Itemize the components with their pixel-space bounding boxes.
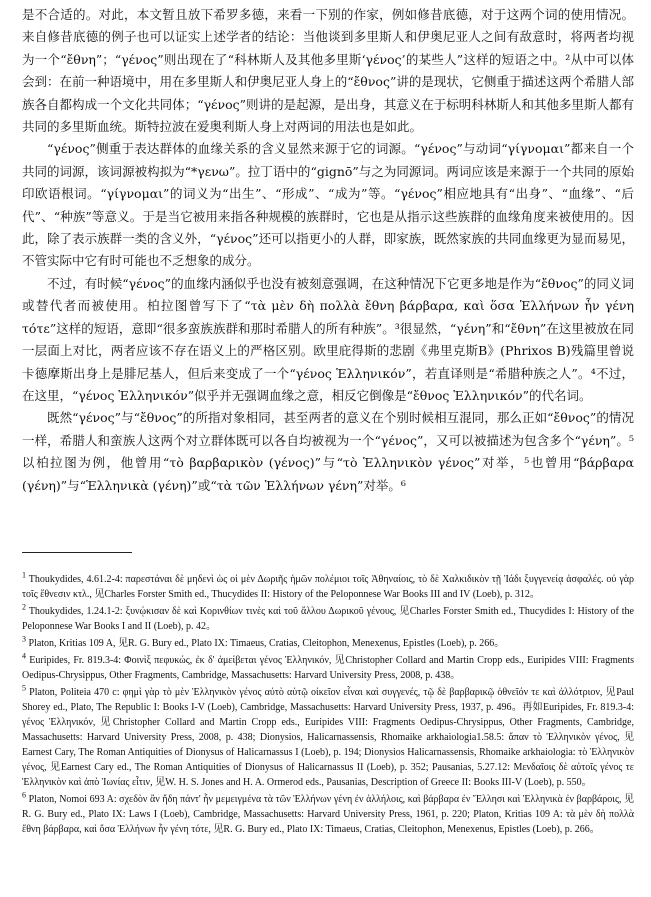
footnote-number: 2 [22, 602, 26, 612]
footnote-6 [22, 792, 634, 837]
footnote-number: 5 [22, 683, 26, 693]
footnote-5 [22, 685, 634, 790]
footnotes [22, 572, 634, 839]
paragraph-3: 不过，有时候“γένος”的血缘内涵似乎也没有被刻意强调，在这种情况下它更多地是作为“ἔθνος”的同义词或替代者而被使用。柏拉图曾写下了“τὰ μὲν δὴ πολλὰ ἔθνη βάρβαρα, καὶ ὅσα Ἑλλήνων ἦν γένη τότε”这样的短语，意即“很多蛮族族群和那时希腊人的所有种族”。³很显然，“γένη”和“ἔθνη”在这里被放在同一层面上对比，两者应该不存在语义上的严格区别。欧里庇得斯的悲剧《弗里克斯B》(Phrixos B)残篇里曾说卡德摩斯出身上是腓尼基人，但后来变成了一个“γένος Ἑλληνικόν”，若直译则是“希腊种族之人”。⁴不过，在这里，“γένος Ἑλληνικόν”似乎并无强调血缘之意，相反它倒像是“ἔθνος Ἑλληνικόν”的代名词。 [22, 275, 634, 403]
footnote-2 [22, 604, 634, 634]
footnote-number: 4 [22, 651, 26, 661]
footnote-text: Euripides, Fr. 819.3-4: Φοινὶξ πεφυκώς, ἐκ δ' ἀμείβεται γένος Ἑλληνικόν, 见Christopher Collard and Martin Cropp eds., Euripides VIII: Fragments Oedipus-Chrysippus, Other Fragments, Cambridge, Massachusetts: Harvard University Press, 2008, p. 438。 [22, 655, 635, 681]
footnote-separator [22, 552, 132, 553]
footnote-number: 6 [22, 790, 26, 800]
footnote-number: 3 [22, 634, 26, 644]
footnote-4 [22, 653, 634, 683]
footnote-text: Thoukydides, 1.24.1-2: ξυνῴκισαν δὲ καὶ Κορινθίων τινὲς καὶ τοῦ ἄλλου Δωρικοῦ γένους, 见Charles Forster Smith ed., Thucydides I: History of the Peloponnese War Books I and II (Loeb), p. 42。 [22, 606, 634, 632]
paragraph-1: 是不合适的。对此，本文暂且放下希罗多德，来看一下别的作家，例如修昔底德，对于这两个词的使用情况。来自修昔底德的例子也可以证实上述学者的结论：当他谈到多里斯人和伊奥尼亚人之间有敌意时，将两者均视为一个“ἔθνη”；“γένος”则出现在了“科林斯人及其他多里斯‘γένος’的某些人”这样的短语之中。²从中可以体会到：在前一种语境中，用在多里斯人和伊奥尼亚人身上的“ἔθνος”讲的是现状，它侧重于描述这两个希腊人部族各自都构成一个文化共同体；“γένος”则讲的是起源，是出身，其意义在于标明科林斯人和其他多里斯人都有共同的多里斯血统。斯特拉波在爱奥利斯人身上对两词的用法也是如此。 [22, 7, 634, 135]
footnote-3 [22, 636, 634, 651]
footnote-text: Platon, Politeia 470 c: φημὶ γὰρ τὸ μὲν Ἑλληνικὸν γένος αὐτὸ αὑτῷ οἰκεῖον εἶναι καὶ συγγενές, τῷ δὲ βαρβαρικῷ ὀθνεῖόν τε καὶ ἀλλότριον, 见Paul Shorey ed., Plato, The Republic I: Books I-V (Loeb), Cambridge, Massachusetts: Harvard University Press, 1937, p. 496。再如Euripides, Fr. 819.3-4: γένος Ἑλληνικόν, 见Christopher Collard and Martin Cropp eds., Euripides VIII: Fragments Oedipus-Chrysippus, Other Fragments, Cambridge, Massachusetts: Harvard University Press, 2008, p. 438; Dionysios, Halicarnassensis, Rhomaike arkhaiologia1.58.5: ἅπαν τὸ Ἑλληνικὸν γένος, 见Earnest Cary, The Roman Antiquities of Dionysus of Halicarnassus I (Loeb), p. 194; Dionysios Halicarnassensis, Rhomaike arkhaiologia: τὸ Ἑλληνικὸν γένος, 见Earnest Cary ed., The Roman Antiquities of Dionysus of Halicarnassus II (Loeb), p. 352; Pausanias, 5.27.12: Μενδαῖοις δὲ αὐτοῖς γένος τε Ἑλληνικὸν καὶ ἀπὸ Ἰωνίας εἶτιν, 见W. H. S. Jones and H. A. Ormerod eds., Pausanias, Description of Greece II: Books III-V (Loeb), p. 550。 [22, 687, 634, 788]
body-text [22, 4, 634, 497]
footnote-text: Platon, Nomoi 693 A: σχεδὸν ἂν ἤδη πάντ' ἦν μεμειγμένα τὰ τῶν Ἑλλήνων γένη ἐν ἀλλήλοις, καὶ βάρβαρα ἐν Ἕλλησι καὶ Ἑλληνικὰ ἐν βαρβάροις, 见R. G. Bury ed., Plato IX: Laws I (Loeb), Cambridge, Massachusetts: Harvard University Press, 1961, p. 220; Platon, Kritias 109 A: τὰ μὲν δὴ πολλὰ ἔθνη βάρβαρα, καὶ ὅσα Ἑλλήνων ἦν γένη τότε, 见R. G. Bury ed., Plato IX: Timaeus, Cratias, Cleitophon, Menexenus, Epistles (Loeb), p. 266。 [22, 794, 634, 835]
footnote-text: Platon, Kritias 109 A, 见R. G. Bury ed., Plato IX: Timaeus, Cratias, Cleitophon, Menexenus, Epistles (Loeb), p. 266。 [28, 638, 505, 649]
footnote-number: 1 [22, 570, 26, 580]
footnote-1 [22, 572, 634, 602]
paragraph-4: 既然“γένος”与“ἔθνος”的所指对象相同，甚至两者的意义在个别时候相互混同，那么正如“ἔθνος”的情况一样，希腊人和蛮族人这两个对立群体既可以各自均被视为一个“γένος”，又可以被描述为包含多个“γένη”。⁵以柏拉图为例，他曾用“τὸ βαρβαρικὸν (γένος)”与“τὸ Ἑλληνικὸν γένος”对举，⁵也曾用“βάρβαρα (γένη)”与“Ἑλληνικὰ (γένη)”或“τὰ τῶν Ἑλλήνων γένη”对举。⁶ [22, 410, 634, 493]
paragraph-2: “γένος”侧重于表达群体的血缘关系的含义显然来源于它的词源。“γένος”与动词“γίγνομαι”都来自一个共同的词源，该词源被构拟为“*γενω”。拉丁语中的“gignō”与之为同源词。两词应该是来源于一个共同的原始印欧语根词。“γίγνομαι”的词义为“出生”、“形成”、“成为”等。“γένος”相应地具有“出身”、“血缘”、“后代”、“种族”等意义。于是当它被用来指各种规模的族群时，它也是从指示这些族群的血缘角度来被使用的。因此，除了表示族群一类的含义外，“γένος”还可以指更小的人群，即家族，既然家族的共同血缘更为显而易见，不管实际中它有时可能也不乏想象的成分。 [22, 141, 634, 269]
footnote-text: Thoukydides, 4.61.2-4: παρεστάναι δὲ μηδενὶ ὡς οἱ μὲν Δωριῆς ἡμῶν πολέμιοι τοῖς Ἀθηναίοις, τὸ δὲ Χαλκιδικὸν τῇ Ἰάδι ξυγγενείᾳ ἀσφαλές. οὐ γὰρ τοῖς ἔθνεσιν κτλ., 见Charles Forster Smith ed., Thucydides II: History of the Peloponnese War Books III and IV (Loeb), p. 312。 [22, 574, 634, 600]
